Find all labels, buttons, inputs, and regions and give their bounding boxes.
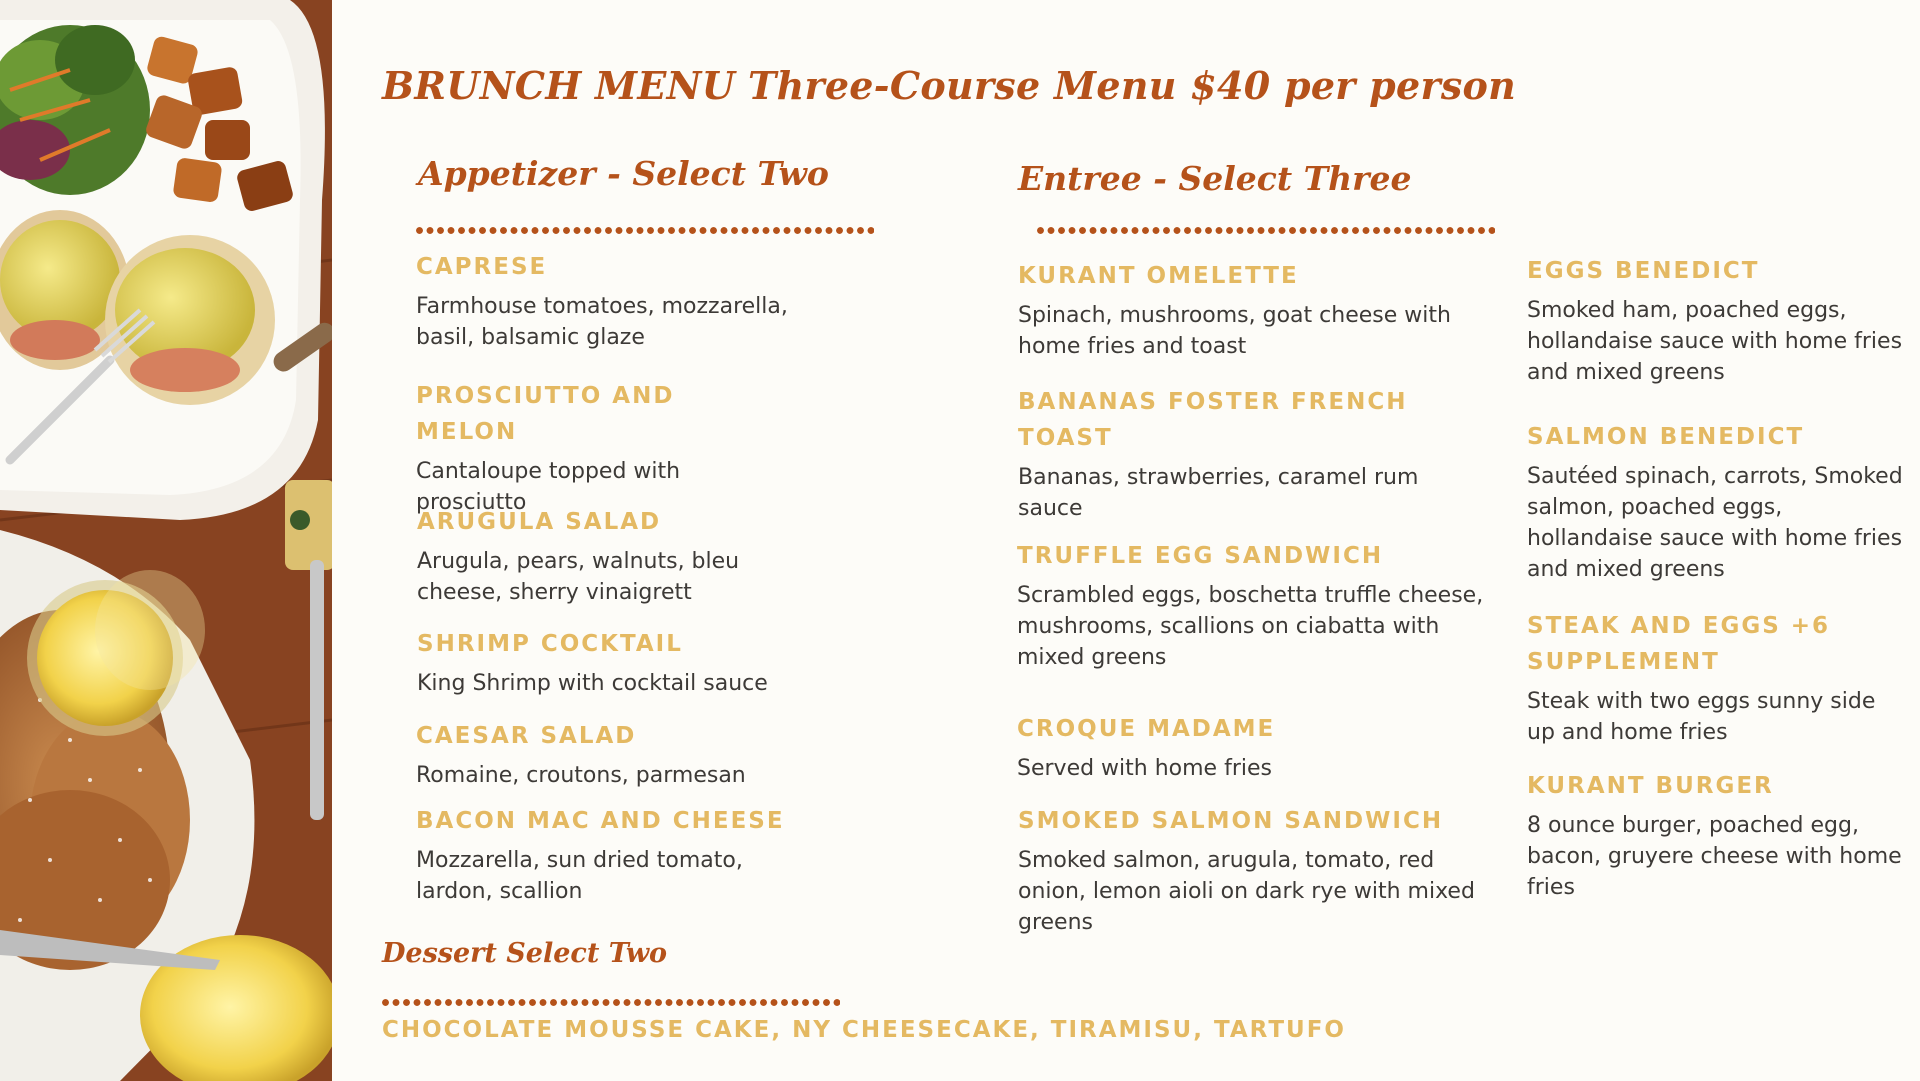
item-name: EGGS BENEDICT [1527, 258, 1760, 284]
appetizer-item [416, 803, 796, 907]
item-name: PROSCIUTTO AND MELON [416, 383, 675, 445]
item-name: KURANT OMELETTE [1018, 263, 1299, 289]
appetizer-heading: Appetizer - Select Two [418, 154, 829, 193]
item-description: Smoked salmon, arugula, tomato, red onion, lemon aioli on dark rye with mixed greens [1018, 848, 1475, 935]
entree-item [1018, 384, 1438, 524]
entree-item [1527, 253, 1907, 388]
entree-item [1017, 711, 1497, 784]
item-description: Cantaloupe topped with prosciutto [416, 459, 681, 515]
item-name: CROQUE MADAME [1017, 716, 1276, 742]
item-description: Bananas, strawberries, caramel rum sauce [1018, 465, 1419, 521]
appetizer-divider [416, 227, 874, 234]
appetizer-item [416, 249, 816, 353]
item-description: Mozzarella, sun dried tomato, lardon, scallion [416, 848, 743, 904]
appetizer-item [417, 504, 757, 608]
menu-subtitle: Three-Course Menu $40 per person [748, 63, 1517, 108]
item-name: STEAK AND EGGS +6 SUPPLEMENT [1527, 613, 1831, 675]
dessert-heading: Dessert Select Two [382, 938, 668, 969]
menu-title: BRUNCH MENU [382, 63, 736, 108]
entree-item [1527, 419, 1912, 585]
entree-item [1017, 538, 1507, 673]
item-name: TRUFFLE EGG SANDWICH [1017, 543, 1384, 569]
item-name: ARUGULA SALAD [417, 509, 662, 535]
dessert-divider [382, 999, 840, 1006]
item-description: Farmhouse tomatoes, mozzarella, basil, balsamic glaze [416, 294, 788, 350]
item-description: Sautéed spinach, carrots, Smoked salmon, poached eggs, hollandaise sauce with home fries and mixed greens [1527, 464, 1903, 582]
brunch-food-photo [0, 0, 332, 1081]
item-description: Smoked ham, poached eggs, hollandaise sauce with home fries and mixed greens [1527, 298, 1903, 385]
item-name: CAPRESE [416, 254, 548, 280]
item-name: BACON MAC AND CHEESE [416, 808, 785, 834]
item-name: BANANAS FOSTER FRENCH TOAST [1018, 389, 1408, 451]
item-name: SALMON BENEDICT [1527, 424, 1805, 450]
item-description: Arugula, pears, walnuts, bleu cheese, sherry vinaigrett [417, 549, 740, 605]
item-name: CAESAR SALAD [416, 723, 637, 749]
entree-item [1018, 803, 1498, 938]
item-description: 8 ounce burger, poached egg, bacon, gruyere cheese with home fries [1527, 813, 1902, 900]
appetizer-item [417, 626, 817, 699]
item-description: King Shrimp with cocktail sauce [417, 671, 768, 696]
item-name: SHRIMP COCKTAIL [417, 631, 683, 657]
item-name: SMOKED SALMON SANDWICH [1018, 808, 1444, 834]
appetizer-item [416, 718, 816, 791]
entree-item [1018, 258, 1498, 362]
item-name: KURANT BURGER [1527, 773, 1774, 799]
entree-divider [1037, 227, 1495, 234]
entree-item [1527, 608, 1907, 748]
item-description: Romaine, croutons, parmesan [416, 763, 746, 788]
entree-heading: Entree - Select Three [1018, 159, 1412, 198]
item-description: Steak with two eggs sunny side up and home fries [1527, 689, 1876, 745]
dessert-items: CHOCOLATE MOUSSE CAKE, NY CHEESECAKE, TIRAMISU, TARTUFO [382, 1017, 1346, 1043]
appetizer-item [416, 378, 746, 518]
entree-item [1527, 768, 1907, 903]
item-description: Scrambled eggs, boschetta truffle cheese, mushrooms, scallions on ciabatta with mixed greens [1017, 583, 1484, 670]
item-description: Served with home fries [1017, 756, 1272, 781]
item-description: Spinach, mushrooms, goat cheese with home fries and toast [1018, 303, 1451, 359]
